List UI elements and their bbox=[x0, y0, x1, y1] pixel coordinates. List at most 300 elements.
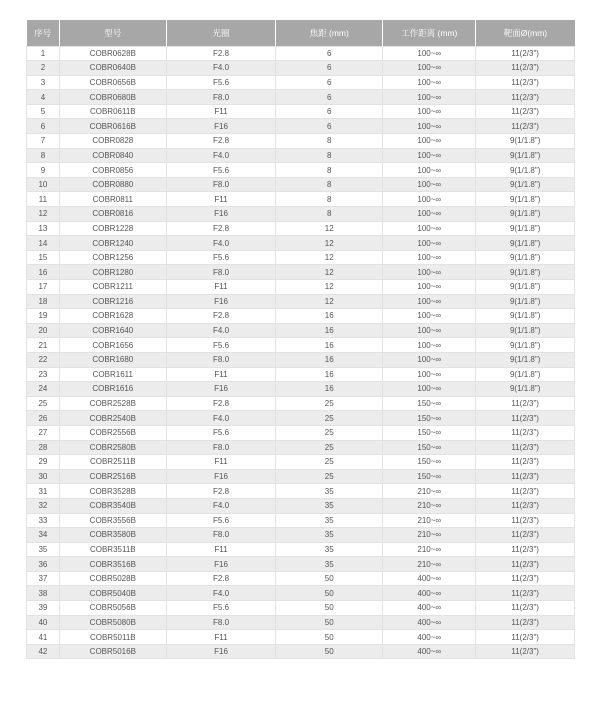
cell-working-distance: 100~∞ bbox=[383, 177, 476, 192]
cell-model: COBR5016B bbox=[59, 644, 166, 659]
cell-target-size: 11(2/3") bbox=[476, 425, 575, 440]
cell-model: COBR3540B bbox=[59, 498, 166, 513]
cell-working-distance: 400~∞ bbox=[383, 571, 476, 586]
cell-model: COBR0628B bbox=[59, 46, 166, 61]
cell-focal-length: 6 bbox=[276, 75, 383, 90]
cell-working-distance: 100~∞ bbox=[383, 382, 476, 397]
cell-model: COBR0680B bbox=[59, 90, 166, 105]
cell-serial: 3 bbox=[27, 75, 60, 90]
header-row bbox=[27, 20, 575, 46]
cell-focal-length: 35 bbox=[276, 528, 383, 543]
cell-aperture: F8.0 bbox=[166, 90, 276, 105]
table-header bbox=[27, 20, 575, 46]
cell-serial: 29 bbox=[27, 455, 60, 470]
cell-model: COBR3511B bbox=[59, 542, 166, 557]
cell-model: COBR3528B bbox=[59, 484, 166, 499]
cell-aperture: F11 bbox=[166, 367, 276, 382]
cell-focal-length: 50 bbox=[276, 644, 383, 659]
cell-working-distance: 100~∞ bbox=[383, 309, 476, 324]
cell-aperture: F5.6 bbox=[166, 163, 276, 178]
cell-working-distance: 100~∞ bbox=[383, 104, 476, 119]
cell-target-size: 11(2/3") bbox=[476, 630, 575, 645]
cell-working-distance: 150~∞ bbox=[383, 469, 476, 484]
table-row bbox=[27, 177, 575, 192]
cell-focal-length: 35 bbox=[276, 557, 383, 572]
table-row bbox=[27, 615, 575, 630]
table-row bbox=[27, 323, 575, 338]
table-row bbox=[27, 498, 575, 513]
cell-serial: 1 bbox=[27, 46, 60, 61]
cell-target-size: 11(2/3") bbox=[476, 75, 575, 90]
cell-target-size: 9(1/1.8") bbox=[476, 294, 575, 309]
cell-serial: 4 bbox=[27, 90, 60, 105]
cell-aperture: F16 bbox=[166, 207, 276, 222]
cell-serial: 30 bbox=[27, 469, 60, 484]
table-row bbox=[27, 601, 575, 616]
cell-target-size: 11(2/3") bbox=[476, 557, 575, 572]
cell-focal-length: 16 bbox=[276, 338, 383, 353]
cell-serial: 18 bbox=[27, 294, 60, 309]
cell-working-distance: 400~∞ bbox=[383, 586, 476, 601]
cell-model: COBR1240 bbox=[59, 236, 166, 251]
cell-model: COBR0811 bbox=[59, 192, 166, 207]
cell-model: COBR1640 bbox=[59, 323, 166, 338]
cell-aperture: F2.8 bbox=[166, 46, 276, 61]
cell-serial: 8 bbox=[27, 148, 60, 163]
cell-focal-length: 16 bbox=[276, 323, 383, 338]
cell-target-size: 11(2/3") bbox=[476, 586, 575, 601]
cell-focal-length: 12 bbox=[276, 265, 383, 280]
cell-serial: 20 bbox=[27, 323, 60, 338]
cell-focal-length: 12 bbox=[276, 221, 383, 236]
table-row bbox=[27, 309, 575, 324]
table-row bbox=[27, 46, 575, 61]
cell-aperture: F5.6 bbox=[166, 601, 276, 616]
table-row bbox=[27, 425, 575, 440]
cell-target-size: 11(2/3") bbox=[476, 542, 575, 557]
cell-focal-length: 6 bbox=[276, 119, 383, 134]
cell-serial: 6 bbox=[27, 119, 60, 134]
cell-focal-length: 25 bbox=[276, 440, 383, 455]
cell-target-size: 11(2/3") bbox=[476, 571, 575, 586]
cell-model: COBR2516B bbox=[59, 469, 166, 484]
table-row bbox=[27, 440, 575, 455]
table-row bbox=[27, 513, 575, 528]
cell-working-distance: 100~∞ bbox=[383, 61, 476, 76]
cell-working-distance: 100~∞ bbox=[383, 265, 476, 280]
cell-aperture: F8.0 bbox=[166, 177, 276, 192]
cell-working-distance: 100~∞ bbox=[383, 163, 476, 178]
cell-working-distance: 400~∞ bbox=[383, 615, 476, 630]
cell-serial: 28 bbox=[27, 440, 60, 455]
table-row bbox=[27, 542, 575, 557]
cell-model: COBR1228 bbox=[59, 221, 166, 236]
cell-model: COBR1656 bbox=[59, 338, 166, 353]
cell-working-distance: 100~∞ bbox=[383, 236, 476, 251]
cell-working-distance: 150~∞ bbox=[383, 396, 476, 411]
cell-working-distance: 210~∞ bbox=[383, 484, 476, 499]
cell-model: COBR3580B bbox=[59, 528, 166, 543]
cell-model: COBR1616 bbox=[59, 382, 166, 397]
cell-aperture: F8.0 bbox=[166, 265, 276, 280]
cell-model: COBR3556B bbox=[59, 513, 166, 528]
cell-model: COBR0640B bbox=[59, 61, 166, 76]
cell-working-distance: 400~∞ bbox=[383, 644, 476, 659]
cell-serial: 21 bbox=[27, 338, 60, 353]
cell-serial: 7 bbox=[27, 134, 60, 149]
cell-target-size: 9(1/1.8") bbox=[476, 309, 575, 324]
cell-model: COBR0611B bbox=[59, 104, 166, 119]
cell-working-distance: 100~∞ bbox=[383, 294, 476, 309]
cell-focal-length: 25 bbox=[276, 425, 383, 440]
cell-serial: 14 bbox=[27, 236, 60, 251]
table-row bbox=[27, 455, 575, 470]
cell-serial: 35 bbox=[27, 542, 60, 557]
cell-target-size: 11(2/3") bbox=[476, 411, 575, 426]
table-row bbox=[27, 90, 575, 105]
table-row bbox=[27, 528, 575, 543]
cell-working-distance: 100~∞ bbox=[383, 75, 476, 90]
cell-target-size: 11(2/3") bbox=[476, 119, 575, 134]
table-row bbox=[27, 352, 575, 367]
cell-target-size: 9(1/1.8") bbox=[476, 280, 575, 295]
table-row bbox=[27, 207, 575, 222]
cell-model: COBR5056B bbox=[59, 601, 166, 616]
cell-focal-length: 16 bbox=[276, 367, 383, 382]
cell-model: COBR2580B bbox=[59, 440, 166, 455]
cell-model: COBR0856 bbox=[59, 163, 166, 178]
cell-aperture: F5.6 bbox=[166, 513, 276, 528]
cell-serial: 32 bbox=[27, 498, 60, 513]
cell-aperture: F2.8 bbox=[166, 484, 276, 499]
table-row bbox=[27, 396, 575, 411]
col-header-model: 型号 bbox=[59, 20, 166, 46]
cell-serial: 33 bbox=[27, 513, 60, 528]
cell-model: COBR3516B bbox=[59, 557, 166, 572]
lens-spec-table bbox=[26, 20, 575, 659]
cell-aperture: F4.0 bbox=[166, 498, 276, 513]
cell-working-distance: 400~∞ bbox=[383, 630, 476, 645]
table-row bbox=[27, 571, 575, 586]
cell-focal-length: 25 bbox=[276, 411, 383, 426]
cell-serial: 38 bbox=[27, 586, 60, 601]
cell-model: COBR1628 bbox=[59, 309, 166, 324]
cell-target-size: 11(2/3") bbox=[476, 469, 575, 484]
table-row bbox=[27, 586, 575, 601]
table-row bbox=[27, 280, 575, 295]
cell-aperture: F5.6 bbox=[166, 338, 276, 353]
table-row bbox=[27, 250, 575, 265]
cell-working-distance: 100~∞ bbox=[383, 280, 476, 295]
cell-aperture: F2.8 bbox=[166, 221, 276, 236]
cell-working-distance: 100~∞ bbox=[383, 119, 476, 134]
table-row bbox=[27, 134, 575, 149]
cell-focal-length: 25 bbox=[276, 469, 383, 484]
cell-target-size: 11(2/3") bbox=[476, 61, 575, 76]
cell-aperture: F16 bbox=[166, 294, 276, 309]
cell-working-distance: 150~∞ bbox=[383, 425, 476, 440]
cell-model: COBR2556B bbox=[59, 425, 166, 440]
cell-target-size: 9(1/1.8") bbox=[476, 236, 575, 251]
cell-focal-length: 16 bbox=[276, 309, 383, 324]
cell-focal-length: 8 bbox=[276, 148, 383, 163]
cell-model: COBR5011B bbox=[59, 630, 166, 645]
cell-aperture: F2.8 bbox=[166, 571, 276, 586]
cell-focal-length: 16 bbox=[276, 382, 383, 397]
cell-model: COBR1280 bbox=[59, 265, 166, 280]
cell-aperture: F2.8 bbox=[166, 134, 276, 149]
cell-serial: 42 bbox=[27, 644, 60, 659]
cell-target-size: 11(2/3") bbox=[476, 513, 575, 528]
cell-serial: 41 bbox=[27, 630, 60, 645]
cell-aperture: F4.0 bbox=[166, 236, 276, 251]
table-row bbox=[27, 294, 575, 309]
cell-aperture: F5.6 bbox=[166, 250, 276, 265]
cell-target-size: 11(2/3") bbox=[476, 601, 575, 616]
cell-aperture: F4.0 bbox=[166, 411, 276, 426]
cell-serial: 40 bbox=[27, 615, 60, 630]
cell-target-size: 11(2/3") bbox=[476, 46, 575, 61]
cell-working-distance: 100~∞ bbox=[383, 134, 476, 149]
col-header-focal-length: 焦距 (mm) bbox=[276, 20, 383, 46]
cell-target-size: 9(1/1.8") bbox=[476, 148, 575, 163]
cell-focal-length: 35 bbox=[276, 484, 383, 499]
cell-working-distance: 100~∞ bbox=[383, 207, 476, 222]
cell-target-size: 9(1/1.8") bbox=[476, 177, 575, 192]
cell-focal-length: 12 bbox=[276, 280, 383, 295]
cell-serial: 22 bbox=[27, 352, 60, 367]
cell-target-size: 11(2/3") bbox=[476, 455, 575, 470]
cell-model: COBR5080B bbox=[59, 615, 166, 630]
cell-model: COBR5028B bbox=[59, 571, 166, 586]
cell-serial: 24 bbox=[27, 382, 60, 397]
cell-model: COBR0828 bbox=[59, 134, 166, 149]
cell-serial: 10 bbox=[27, 177, 60, 192]
cell-serial: 5 bbox=[27, 104, 60, 119]
cell-target-size: 11(2/3") bbox=[476, 615, 575, 630]
cell-aperture: F11 bbox=[166, 104, 276, 119]
cell-focal-length: 50 bbox=[276, 571, 383, 586]
table-row bbox=[27, 221, 575, 236]
cell-focal-length: 12 bbox=[276, 250, 383, 265]
cell-working-distance: 100~∞ bbox=[383, 338, 476, 353]
table-row bbox=[27, 630, 575, 645]
cell-focal-length: 12 bbox=[276, 294, 383, 309]
table-row bbox=[27, 75, 575, 90]
cell-target-size: 9(1/1.8") bbox=[476, 382, 575, 397]
cell-serial: 13 bbox=[27, 221, 60, 236]
cell-focal-length: 12 bbox=[276, 236, 383, 251]
cell-target-size: 11(2/3") bbox=[476, 644, 575, 659]
cell-target-size: 11(2/3") bbox=[476, 90, 575, 105]
cell-aperture: F16 bbox=[166, 119, 276, 134]
cell-working-distance: 150~∞ bbox=[383, 455, 476, 470]
cell-target-size: 11(2/3") bbox=[476, 440, 575, 455]
cell-working-distance: 210~∞ bbox=[383, 513, 476, 528]
cell-working-distance: 100~∞ bbox=[383, 192, 476, 207]
table-row bbox=[27, 367, 575, 382]
cell-focal-length: 8 bbox=[276, 192, 383, 207]
cell-target-size: 11(2/3") bbox=[476, 104, 575, 119]
cell-aperture: F16 bbox=[166, 382, 276, 397]
cell-working-distance: 210~∞ bbox=[383, 542, 476, 557]
cell-model: COBR0656B bbox=[59, 75, 166, 90]
cell-aperture: F4.0 bbox=[166, 323, 276, 338]
cell-model: COBR2540B bbox=[59, 411, 166, 426]
cell-model: COBR1216 bbox=[59, 294, 166, 309]
cell-focal-length: 25 bbox=[276, 455, 383, 470]
col-header-serial: 序号 bbox=[27, 20, 60, 46]
cell-target-size: 9(1/1.8") bbox=[476, 163, 575, 178]
cell-target-size: 9(1/1.8") bbox=[476, 323, 575, 338]
cell-serial: 12 bbox=[27, 207, 60, 222]
cell-aperture: F16 bbox=[166, 644, 276, 659]
cell-working-distance: 100~∞ bbox=[383, 148, 476, 163]
cell-working-distance: 210~∞ bbox=[383, 557, 476, 572]
cell-focal-length: 35 bbox=[276, 513, 383, 528]
cell-aperture: F11 bbox=[166, 280, 276, 295]
cell-serial: 34 bbox=[27, 528, 60, 543]
cell-target-size: 9(1/1.8") bbox=[476, 207, 575, 222]
cell-serial: 19 bbox=[27, 309, 60, 324]
cell-aperture: F4.0 bbox=[166, 61, 276, 76]
cell-working-distance: 210~∞ bbox=[383, 498, 476, 513]
col-header-working-distance: 工作距离 (mm) bbox=[383, 20, 476, 46]
cell-target-size: 9(1/1.8") bbox=[476, 134, 575, 149]
cell-target-size: 9(1/1.8") bbox=[476, 352, 575, 367]
cell-serial: 2 bbox=[27, 61, 60, 76]
cell-working-distance: 100~∞ bbox=[383, 323, 476, 338]
cell-serial: 16 bbox=[27, 265, 60, 280]
table-row bbox=[27, 192, 575, 207]
table-row bbox=[27, 411, 575, 426]
cell-model: COBR1611 bbox=[59, 367, 166, 382]
cell-serial: 17 bbox=[27, 280, 60, 295]
cell-focal-length: 50 bbox=[276, 586, 383, 601]
table-row bbox=[27, 644, 575, 659]
cell-aperture: F11 bbox=[166, 542, 276, 557]
cell-focal-length: 6 bbox=[276, 90, 383, 105]
cell-working-distance: 100~∞ bbox=[383, 367, 476, 382]
cell-aperture: F2.8 bbox=[166, 396, 276, 411]
cell-focal-length: 8 bbox=[276, 177, 383, 192]
cell-target-size: 9(1/1.8") bbox=[476, 192, 575, 207]
cell-focal-length: 35 bbox=[276, 542, 383, 557]
table-row bbox=[27, 265, 575, 280]
cell-aperture: F5.6 bbox=[166, 425, 276, 440]
cell-aperture: F8.0 bbox=[166, 615, 276, 630]
cell-focal-length: 6 bbox=[276, 104, 383, 119]
cell-serial: 15 bbox=[27, 250, 60, 265]
table-row bbox=[27, 104, 575, 119]
cell-target-size: 9(1/1.8") bbox=[476, 221, 575, 236]
cell-model: COBR0840 bbox=[59, 148, 166, 163]
cell-aperture: F5.6 bbox=[166, 75, 276, 90]
cell-model: COBR5040B bbox=[59, 586, 166, 601]
cell-model: COBR0880 bbox=[59, 177, 166, 192]
table-row bbox=[27, 484, 575, 499]
cell-aperture: F11 bbox=[166, 630, 276, 645]
cell-working-distance: 100~∞ bbox=[383, 352, 476, 367]
cell-aperture: F8.0 bbox=[166, 528, 276, 543]
cell-model: COBR1680 bbox=[59, 352, 166, 367]
cell-aperture: F11 bbox=[166, 455, 276, 470]
cell-aperture: F8.0 bbox=[166, 440, 276, 455]
cell-focal-length: 16 bbox=[276, 352, 383, 367]
cell-model: COBR2528B bbox=[59, 396, 166, 411]
cell-serial: 31 bbox=[27, 484, 60, 499]
cell-aperture: F16 bbox=[166, 469, 276, 484]
cell-target-size: 9(1/1.8") bbox=[476, 367, 575, 382]
cell-focal-length: 6 bbox=[276, 46, 383, 61]
cell-focal-length: 35 bbox=[276, 498, 383, 513]
cell-serial: 25 bbox=[27, 396, 60, 411]
table-row bbox=[27, 557, 575, 572]
cell-focal-length: 8 bbox=[276, 134, 383, 149]
cell-model: COBR0816 bbox=[59, 207, 166, 222]
cell-focal-length: 6 bbox=[276, 61, 383, 76]
table-row bbox=[27, 236, 575, 251]
cell-working-distance: 150~∞ bbox=[383, 440, 476, 455]
cell-working-distance: 150~∞ bbox=[383, 411, 476, 426]
cell-target-size: 11(2/3") bbox=[476, 396, 575, 411]
cell-serial: 11 bbox=[27, 192, 60, 207]
cell-working-distance: 100~∞ bbox=[383, 46, 476, 61]
cell-working-distance: 210~∞ bbox=[383, 528, 476, 543]
cell-model: COBR1256 bbox=[59, 250, 166, 265]
col-header-target-size: 靶面Ø(mm) bbox=[476, 20, 575, 46]
cell-target-size: 9(1/1.8") bbox=[476, 265, 575, 280]
cell-working-distance: 100~∞ bbox=[383, 250, 476, 265]
cell-aperture: F16 bbox=[166, 557, 276, 572]
cell-working-distance: 400~∞ bbox=[383, 601, 476, 616]
table-row bbox=[27, 382, 575, 397]
cell-focal-length: 50 bbox=[276, 615, 383, 630]
table-row bbox=[27, 148, 575, 163]
cell-model: COBR1211 bbox=[59, 280, 166, 295]
cell-focal-length: 8 bbox=[276, 163, 383, 178]
cell-serial: 9 bbox=[27, 163, 60, 178]
cell-serial: 37 bbox=[27, 571, 60, 586]
cell-model: COBR2511B bbox=[59, 455, 166, 470]
table-row bbox=[27, 119, 575, 134]
cell-target-size: 11(2/3") bbox=[476, 484, 575, 499]
cell-target-size: 9(1/1.8") bbox=[476, 338, 575, 353]
table-row bbox=[27, 61, 575, 76]
cell-serial: 26 bbox=[27, 411, 60, 426]
cell-focal-length: 8 bbox=[276, 207, 383, 222]
cell-working-distance: 100~∞ bbox=[383, 221, 476, 236]
cell-serial: 27 bbox=[27, 425, 60, 440]
cell-aperture: F4.0 bbox=[166, 586, 276, 601]
col-header-aperture: 光圈 bbox=[166, 20, 276, 46]
cell-aperture: F11 bbox=[166, 192, 276, 207]
cell-model: COBR0616B bbox=[59, 119, 166, 134]
table-row bbox=[27, 163, 575, 178]
table-row bbox=[27, 338, 575, 353]
cell-target-size: 11(2/3") bbox=[476, 498, 575, 513]
cell-serial: 36 bbox=[27, 557, 60, 572]
cell-focal-length: 50 bbox=[276, 630, 383, 645]
cell-target-size: 9(1/1.8") bbox=[476, 250, 575, 265]
cell-aperture: F8.0 bbox=[166, 352, 276, 367]
cell-working-distance: 100~∞ bbox=[383, 90, 476, 105]
cell-serial: 23 bbox=[27, 367, 60, 382]
cell-aperture: F2.8 bbox=[166, 309, 276, 324]
cell-target-size: 11(2/3") bbox=[476, 528, 575, 543]
cell-aperture: F4.0 bbox=[166, 148, 276, 163]
cell-focal-length: 25 bbox=[276, 396, 383, 411]
